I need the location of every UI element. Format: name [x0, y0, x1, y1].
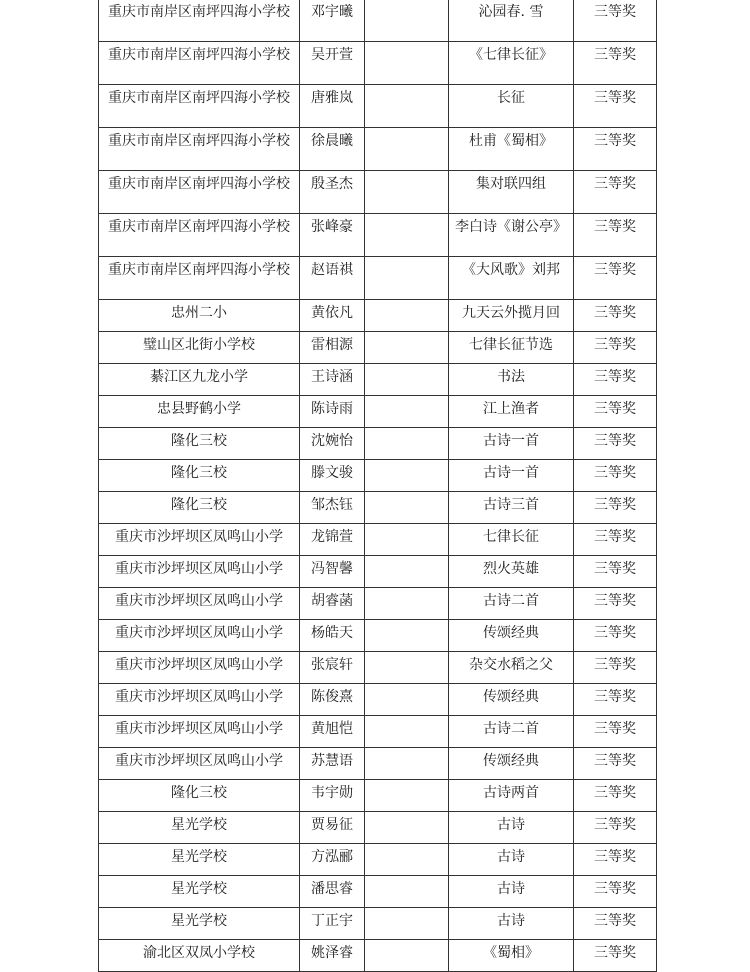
blank-cell [365, 300, 449, 332]
student-name-cell: 陈诗雨 [300, 396, 365, 428]
school-cell: 星光学校 [99, 876, 300, 908]
work-title-cell: 传颂经典 [449, 620, 574, 652]
award-level-cell: 三等奖 [574, 684, 657, 716]
work-title-cell: 《蜀相》 [449, 940, 574, 972]
work-title-cell: 《七律长征》 [449, 42, 574, 85]
blank-cell [365, 364, 449, 396]
table-row [99, 908, 657, 940]
student-name-cell: 唐雅岚 [300, 85, 365, 128]
school-cell: 星光学校 [99, 844, 300, 876]
blank-cell [365, 492, 449, 524]
school-cell: 重庆市南岸区南坪四海小学校 [99, 85, 300, 128]
work-title-cell: 古诗 [449, 876, 574, 908]
school-cell: 重庆市沙坪坝区凤鸣山小学 [99, 684, 300, 716]
work-title-cell: 书法 [449, 364, 574, 396]
student-name-cell: 胡睿菡 [300, 588, 365, 620]
award-level-cell: 三等奖 [574, 652, 657, 684]
student-name-cell: 方泓郦 [300, 844, 365, 876]
student-name-cell: 赵语祺 [300, 257, 365, 300]
blank-cell [365, 748, 449, 780]
school-cell: 重庆市南岸区南坪四海小学校 [99, 128, 300, 171]
student-name-cell: 沈婉怡 [300, 428, 365, 460]
school-cell: 重庆市南岸区南坪四海小学校 [99, 257, 300, 300]
school-cell: 重庆市沙坪坝区凤鸣山小学 [99, 524, 300, 556]
student-name-cell: 邓宇曦 [300, 0, 365, 42]
blank-cell [365, 684, 449, 716]
award-level-cell: 三等奖 [574, 332, 657, 364]
awards-table-body [99, 0, 657, 972]
school-cell: 重庆市沙坪坝区凤鸣山小学 [99, 620, 300, 652]
student-name-cell: 陈俊熹 [300, 684, 365, 716]
table-row [99, 0, 657, 42]
school-cell: 重庆市沙坪坝区凤鸣山小学 [99, 556, 300, 588]
work-title-cell: 古诗一首 [449, 460, 574, 492]
table-row [99, 716, 657, 748]
student-name-cell: 贾易征 [300, 812, 365, 844]
award-level-cell: 三等奖 [574, 748, 657, 780]
award-level-cell: 三等奖 [574, 876, 657, 908]
blank-cell [365, 85, 449, 128]
table-row [99, 214, 657, 257]
school-cell: 星光学校 [99, 812, 300, 844]
school-cell: 重庆市沙坪坝区凤鸣山小学 [99, 716, 300, 748]
school-cell: 隆化三校 [99, 460, 300, 492]
table-row [99, 748, 657, 780]
blank-cell [365, 428, 449, 460]
work-title-cell: 烈火英雄 [449, 556, 574, 588]
award-level-cell: 三等奖 [574, 812, 657, 844]
school-cell: 重庆市南岸区南坪四海小学校 [99, 0, 300, 42]
table-row [99, 524, 657, 556]
work-title-cell: 李白诗《谢公亭》 [449, 214, 574, 257]
student-name-cell: 张宸轩 [300, 652, 365, 684]
table-row [99, 42, 657, 85]
blank-cell [365, 716, 449, 748]
award-level-cell: 三等奖 [574, 588, 657, 620]
blank-cell [365, 652, 449, 684]
table-row [99, 128, 657, 171]
work-title-cell: 古诗二首 [449, 716, 574, 748]
work-title-cell: 江上渔者 [449, 396, 574, 428]
blank-cell [365, 214, 449, 257]
table-row [99, 332, 657, 364]
award-level-cell: 三等奖 [574, 85, 657, 128]
blank-cell [365, 524, 449, 556]
student-name-cell: 龙锦萱 [300, 524, 365, 556]
school-cell: 隆化三校 [99, 492, 300, 524]
blank-cell [365, 588, 449, 620]
award-level-cell: 三等奖 [574, 940, 657, 972]
work-title-cell: 《大风歌》刘邦 [449, 257, 574, 300]
blank-cell [365, 128, 449, 171]
work-title-cell: 古诗二首 [449, 588, 574, 620]
blank-cell [365, 332, 449, 364]
award-level-cell: 三等奖 [574, 716, 657, 748]
blank-cell [365, 620, 449, 652]
school-cell: 星光学校 [99, 908, 300, 940]
work-title-cell: 古诗 [449, 908, 574, 940]
student-name-cell: 吴开萱 [300, 42, 365, 85]
table-row [99, 364, 657, 396]
school-cell: 重庆市沙坪坝区凤鸣山小学 [99, 588, 300, 620]
award-level-cell: 三等奖 [574, 780, 657, 812]
work-title-cell: 传颂经典 [449, 748, 574, 780]
work-title-cell: 集对联四组 [449, 171, 574, 214]
student-name-cell: 冯智馨 [300, 556, 365, 588]
student-name-cell: 殷圣杰 [300, 171, 365, 214]
blank-cell [365, 396, 449, 428]
blank-cell [365, 0, 449, 42]
award-level-cell: 三等奖 [574, 364, 657, 396]
blank-cell [365, 940, 449, 972]
student-name-cell: 姚泽睿 [300, 940, 365, 972]
blank-cell [365, 460, 449, 492]
award-level-cell: 三等奖 [574, 128, 657, 171]
work-title-cell: 沁园春. 雪 [449, 0, 574, 42]
table-row [99, 620, 657, 652]
table-row [99, 940, 657, 972]
table-row [99, 492, 657, 524]
student-name-cell: 韦宇勋 [300, 780, 365, 812]
work-title-cell: 传颂经典 [449, 684, 574, 716]
table-row [99, 844, 657, 876]
award-level-cell: 三等奖 [574, 257, 657, 300]
award-level-cell: 三等奖 [574, 460, 657, 492]
blank-cell [365, 42, 449, 85]
blank-cell [365, 908, 449, 940]
table-row [99, 876, 657, 908]
award-level-cell: 三等奖 [574, 428, 657, 460]
table-row [99, 588, 657, 620]
student-name-cell: 杨皓天 [300, 620, 365, 652]
student-name-cell: 苏慧语 [300, 748, 365, 780]
work-title-cell: 杂交水稻之父 [449, 652, 574, 684]
work-title-cell: 古诗 [449, 812, 574, 844]
work-title-cell: 古诗三首 [449, 492, 574, 524]
blank-cell [365, 257, 449, 300]
student-name-cell: 张峰豪 [300, 214, 365, 257]
work-title-cell: 七律长征节选 [449, 332, 574, 364]
work-title-cell: 古诗两首 [449, 780, 574, 812]
school-cell: 忠州二小 [99, 300, 300, 332]
award-level-cell: 三等奖 [574, 620, 657, 652]
blank-cell [365, 844, 449, 876]
blank-cell [365, 171, 449, 214]
table-row [99, 300, 657, 332]
award-level-cell: 三等奖 [574, 42, 657, 85]
school-cell: 忠县野鹤小学 [99, 396, 300, 428]
work-title-cell: 古诗一首 [449, 428, 574, 460]
school-cell: 重庆市南岸区南坪四海小学校 [99, 42, 300, 85]
table-row [99, 780, 657, 812]
table-row [99, 684, 657, 716]
school-cell: 重庆市南岸区南坪四海小学校 [99, 214, 300, 257]
award-level-cell: 三等奖 [574, 556, 657, 588]
award-level-cell: 三等奖 [574, 844, 657, 876]
table-row [99, 460, 657, 492]
school-cell: 重庆市沙坪坝区凤鸣山小学 [99, 652, 300, 684]
school-cell: 重庆市沙坪坝区凤鸣山小学 [99, 748, 300, 780]
student-name-cell: 王诗涵 [300, 364, 365, 396]
work-title-cell: 九天云外揽月回 [449, 300, 574, 332]
award-level-cell: 三等奖 [574, 0, 657, 42]
student-name-cell: 黄旭恺 [300, 716, 365, 748]
award-level-cell: 三等奖 [574, 171, 657, 214]
school-cell: 渝北区双凤小学校 [99, 940, 300, 972]
table-row [99, 396, 657, 428]
award-level-cell: 三等奖 [574, 300, 657, 332]
work-title-cell: 杜甫《蜀相》 [449, 128, 574, 171]
blank-cell [365, 812, 449, 844]
award-level-cell: 三等奖 [574, 524, 657, 556]
award-level-cell: 三等奖 [574, 396, 657, 428]
blank-cell [365, 876, 449, 908]
awards-table [98, 0, 657, 972]
blank-cell [365, 780, 449, 812]
student-name-cell: 雷相源 [300, 332, 365, 364]
school-cell: 璧山区北街小学校 [99, 332, 300, 364]
student-name-cell: 潘思睿 [300, 876, 365, 908]
student-name-cell: 邹杰钰 [300, 492, 365, 524]
table-row [99, 556, 657, 588]
table-row [99, 428, 657, 460]
award-level-cell: 三等奖 [574, 492, 657, 524]
school-cell: 重庆市南岸区南坪四海小学校 [99, 171, 300, 214]
school-cell: 隆化三校 [99, 428, 300, 460]
award-level-cell: 三等奖 [574, 908, 657, 940]
student-name-cell: 滕文骏 [300, 460, 365, 492]
table-row [99, 257, 657, 300]
table-row [99, 171, 657, 214]
blank-cell [365, 556, 449, 588]
school-cell: 隆化三校 [99, 780, 300, 812]
student-name-cell: 丁正宇 [300, 908, 365, 940]
school-cell: 綦江区九龙小学 [99, 364, 300, 396]
student-name-cell: 徐晨曦 [300, 128, 365, 171]
work-title-cell: 古诗 [449, 844, 574, 876]
award-level-cell: 三等奖 [574, 214, 657, 257]
student-name-cell: 黄依凡 [300, 300, 365, 332]
table-row [99, 652, 657, 684]
table-row [99, 812, 657, 844]
table-row [99, 85, 657, 128]
work-title-cell: 七律长征 [449, 524, 574, 556]
work-title-cell: 长征 [449, 85, 574, 128]
